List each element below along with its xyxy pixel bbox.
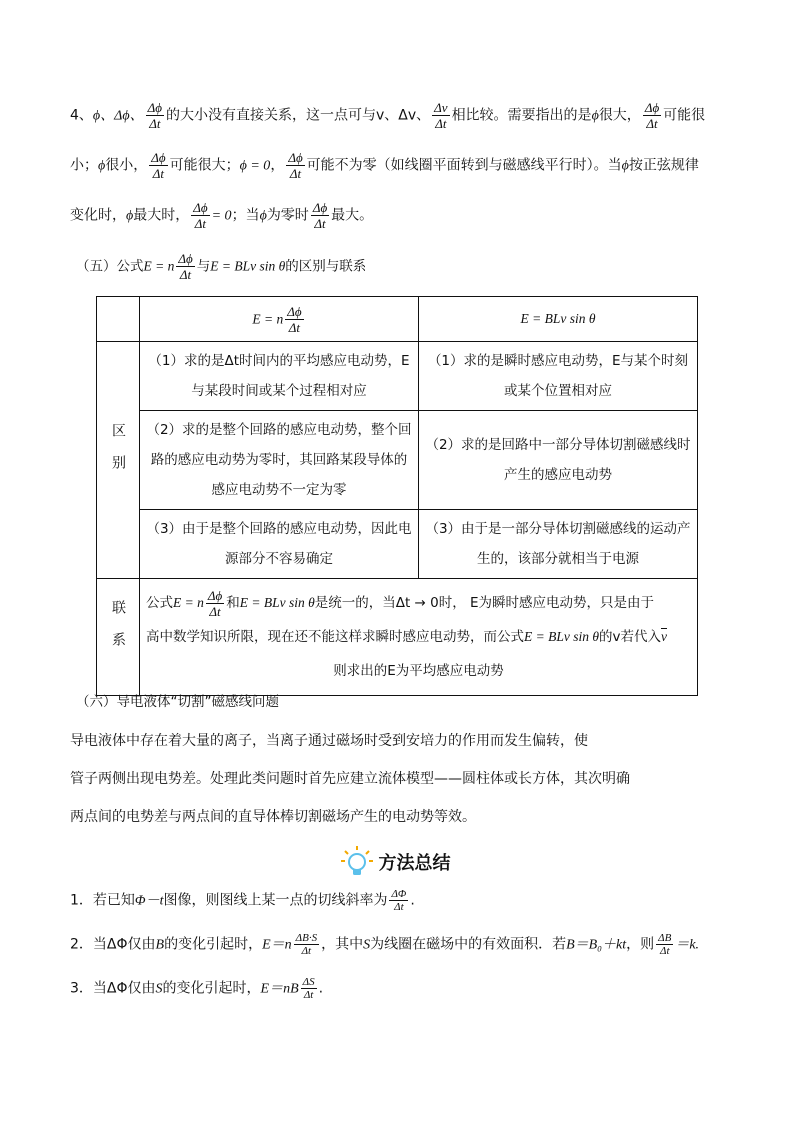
frac-dphi-dt: $\frac{\Delta\phi}{\Delta t}$ bbox=[151, 150, 166, 181]
para4-l2c: 可能很大； bbox=[169, 157, 240, 174]
link-label-cell: 联系 bbox=[97, 579, 140, 696]
phi-symbol: ϕ bbox=[259, 208, 267, 224]
phi-symbol: ϕ bbox=[92, 108, 101, 124]
para4-text4: 可能很 bbox=[663, 107, 706, 124]
para4-l3e: 为零时 bbox=[266, 207, 309, 224]
s5-formula2: E = BLv sin θ bbox=[210, 258, 286, 274]
method-item-2: 2．当ΔΦ仅由B的变化引起时，E＝n $\frac{\Delta B\cdot S}{\Delta t}$ ，其中S为线圈在磁场中的有效面积．若B＝B₀＋kt，则 $\frac{\Delta B}{\Delta t}$ ＝k. bbox=[70, 932, 700, 957]
link-cell: 公式E = n $\frac{\Delta\phi}{\Delta t}$ 和E = BLv sin θ是统一的，当Δt → 0时， E为瞬时感应电动势，只是由于 高中数学知识所限，现在还不能这样求瞬时感应电动势，而公式E = BLv sin θ的v若代入$\overline{v}$ 则求出的E为平均感应电动势 bbox=[140, 579, 698, 696]
para4-l3d: ；当 bbox=[231, 207, 260, 224]
method-item-3: 3．当ΔΦ仅由S的变化引起时，E＝nB $\frac{\Delta S}{\Delta t}$ . bbox=[70, 976, 324, 1001]
para4-l2g: 按正弦规律 bbox=[628, 157, 699, 174]
table-header-col1: E = n $\frac{\Delta\phi}{\Delta t}$ bbox=[140, 297, 419, 342]
para4-l2f: 可能不为零（如线圈平面转到与磁感线平行时）。当 bbox=[306, 157, 622, 174]
method-heading-text: 方法总结 bbox=[378, 853, 451, 874]
para4-prefix: 4、 bbox=[70, 107, 93, 124]
s5-frac: $\frac{\Delta\phi}{\Delta t}$ bbox=[178, 251, 193, 282]
s5-formula1: E = n bbox=[143, 258, 175, 274]
para4-text2: 相比较。需要指出的是 bbox=[451, 107, 592, 124]
para4-l3a: 变化时， bbox=[70, 207, 126, 224]
frac-dv-dt: $\frac{\Delta v}{\Delta t}$ bbox=[434, 100, 448, 131]
phi-symbol: ϕ bbox=[591, 108, 599, 124]
phi-symbol: ϕ bbox=[98, 158, 106, 174]
table-cell-left: （1）求的是Δt时间内的平均感应电动势，E与某段时间或某个过程相对应 bbox=[140, 342, 419, 411]
table-corner-cell bbox=[97, 297, 140, 342]
table-header-col2: E = BLv sin θ bbox=[419, 297, 698, 342]
para4-l2a: 小； bbox=[70, 157, 98, 174]
table-row bbox=[97, 342, 698, 411]
section6-line2: 管子两侧出现电势差。处理此类问题时首先应建立流体模型——圆柱体或长方体，其次明确 bbox=[70, 771, 630, 787]
para4-line1 bbox=[70, 100, 705, 131]
para4-text1: 的大小没有直接关系，这一点可与v、Δv、 bbox=[166, 107, 431, 124]
frac-dphi-dt: $\frac{\Delta\phi}{\Delta t}$ bbox=[312, 200, 328, 231]
section6-line3: 两点间的电势差与两点间的直导体棒切割磁场产生的电动势等效。 bbox=[70, 809, 476, 825]
s5-prefix: （五）公式 bbox=[76, 258, 144, 275]
phi-symbol: ϕ bbox=[126, 208, 134, 224]
table-cell-right: （3）由于是一部分导体切割磁感线的运动产生的，该部分就相当于电源 bbox=[419, 510, 698, 579]
table-cell-left: （2）求的是整个回路的感应电动势，整个回路的感应电动势为零时，其回路某段导体的感应电动势不一定为零 bbox=[140, 411, 419, 510]
comparison-table bbox=[96, 296, 698, 696]
table-header-row bbox=[97, 297, 698, 342]
table-row-link bbox=[97, 579, 698, 696]
table-cell-right: （1）求的是瞬时感应电动势，E与某个时刻或某个位置相对应 bbox=[419, 342, 698, 411]
diff-label-cell: 区别 bbox=[97, 342, 140, 579]
section5-heading bbox=[76, 251, 366, 282]
para4-l2e: ， bbox=[270, 157, 285, 174]
table-row bbox=[97, 411, 698, 510]
lightbulb-icon bbox=[340, 845, 374, 879]
para4-line3 bbox=[70, 200, 373, 231]
section6-line1: 导电液体中存在着大量的离子，当离子通过磁场时受到安培力的作用而发生偏转，使 bbox=[70, 733, 588, 749]
para4-l2b: 很小， bbox=[105, 157, 148, 174]
method-heading bbox=[340, 845, 450, 879]
s5-mid: 与 bbox=[196, 258, 211, 275]
s5-suffix: 的区别与联系 bbox=[285, 258, 367, 275]
frac-dphi-dt: $\frac{\Delta\phi}{\Delta t}$ bbox=[147, 100, 162, 131]
delta-phi-symbol: 、Δϕ、 bbox=[100, 108, 144, 124]
table-row bbox=[97, 510, 698, 579]
method-item-1: 1．若已知Φ－t图像，则图线上某一点的切线斜率为 $\frac{\Delta\Phi}{\Delta t}$ . bbox=[70, 888, 415, 913]
frac-dphi-dt: $\frac{\Delta\phi}{\Delta t}$ bbox=[288, 150, 303, 181]
para4-text3: 很大， bbox=[598, 107, 641, 124]
section6-title: （六）导电液体“切割”磁感线问题 bbox=[76, 694, 279, 710]
table-cell-left: （3）由于是整个回路的感应电动势，因此电源部分不容易确定 bbox=[140, 510, 419, 579]
equals-zero: = 0 bbox=[211, 208, 232, 224]
frac-dphi-dt: $\frac{\Delta\phi}{\Delta t}$ bbox=[193, 200, 208, 231]
para4-l3f: 最大。 bbox=[331, 207, 374, 224]
frac-dphi-dt: $\frac{\Delta\phi}{\Delta t}$ bbox=[644, 100, 660, 131]
phi-symbol: ϕ bbox=[621, 158, 629, 174]
table-cell-right: （2）求的是回路中一部分导体切割磁感线时产生的感应电动势 bbox=[419, 411, 698, 510]
para4-line2 bbox=[70, 150, 699, 181]
para4-l3b: 最大时， bbox=[133, 207, 190, 224]
phi-zero: ϕ = 0 bbox=[239, 158, 271, 174]
